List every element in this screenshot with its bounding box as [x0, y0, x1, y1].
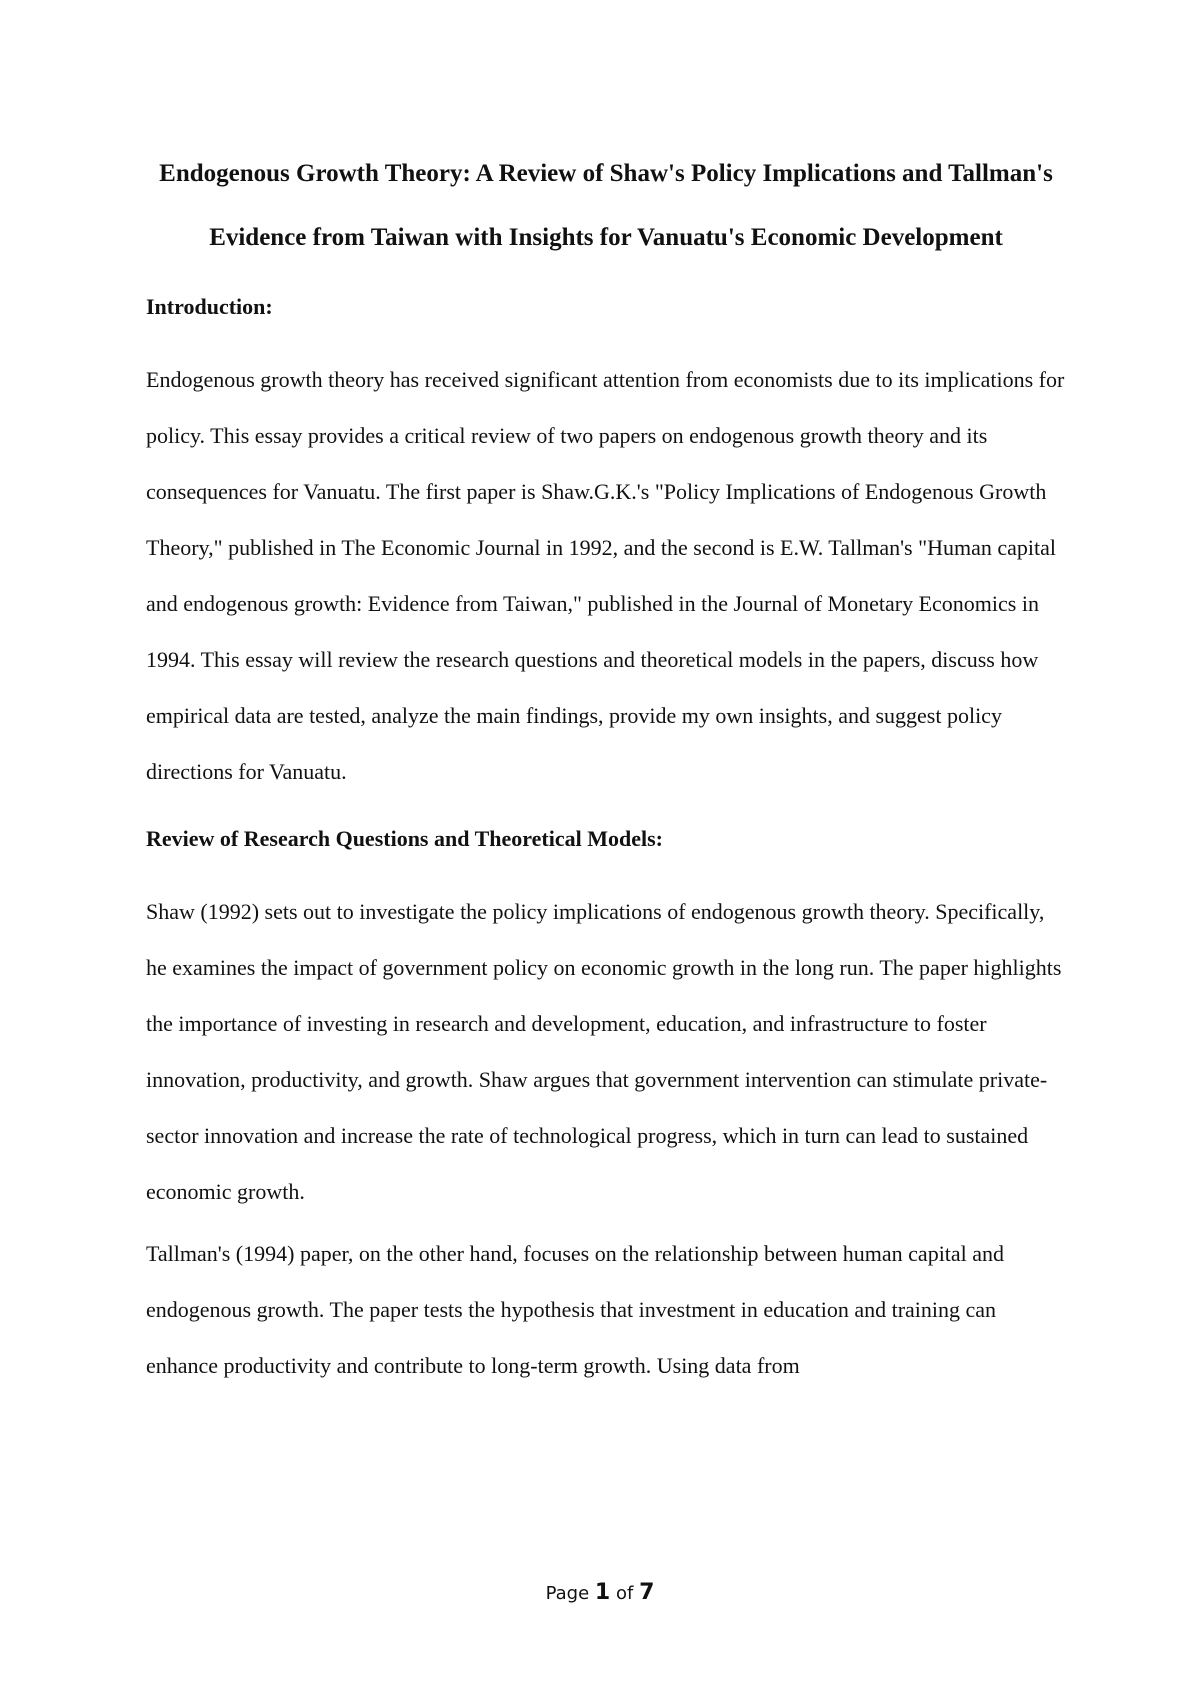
review-paragraph-tallman: Tallman's (1994) paper, on the other hand, focuses on the relationship between human capital and endogenous growth. The paper tests the hypothesis that investment in education and training can enhance productivity and contribute to long-term growth. Using data from — [146, 1241, 1005, 1378]
of-label: of — [615, 1583, 634, 1604]
document-title: Endogenous Growth Theory: A Review of Shaw's Policy Implications and Tallman's Evidence from Taiwan with Insights for Vanuatu's Economic Development — [159, 160, 1053, 251]
review-paragraph-shaw: Shaw (1992) sets out to investigate the policy implications of endogenous growth theory. Specifically, he examines the impact of government policy on economic growth in the long run. The paper highlights the importance of investing in research and development, education, and infrastructure to foster innovation, productivity, and growth. Shaw argues that government intervention can stimulate private-sector innovation and increase the rate of technological progress, which in turn can lead to sustained economic growth. — [146, 899, 1062, 1204]
page-label: Page — [545, 1583, 590, 1604]
current-page-number: 1 — [594, 1580, 611, 1605]
section-heading-review: Review of Research Questions and Theoretical Models: — [146, 826, 663, 851]
page-content — [146, 142, 1066, 1394]
page-footer — [0, 1580, 1200, 1605]
total-pages-number: 7 — [639, 1580, 655, 1605]
section-heading-introduction: Introduction: — [146, 294, 273, 319]
introduction-paragraph: Endogenous growth theory has received significant attention from economists due to its implications for policy. This essay provides a critical review of two papers on endogenous growth theory and its consequences for Vanuatu. The first paper is Shaw.G.K.'s "Policy Implications of Endogenous Growth Theory," published in The Economic Journal in 1992, and the second is E.W. Tallman's "Human capital and endogenous growth: Evidence from Taiwan," published in the Journal of Monetary Economics in 1994. This essay will review the research questions and theoretical models in the papers, discuss how empirical data are tested, analyze the main findings, provide my own insights, and suggest policy directions for Vanuatu. — [146, 367, 1065, 784]
